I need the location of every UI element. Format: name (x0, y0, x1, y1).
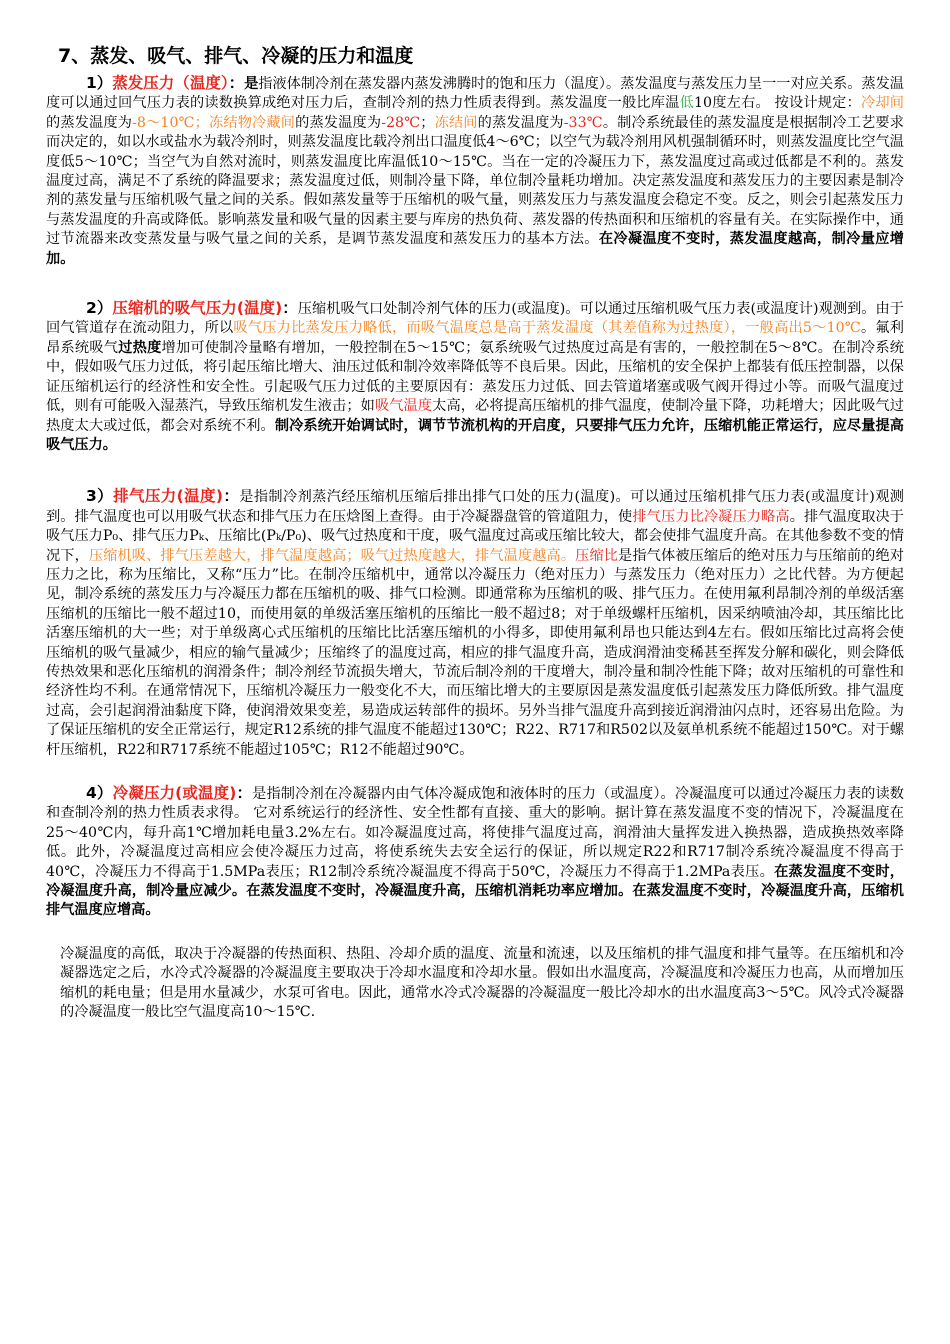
highlight-freeze-room: 冻结间 (434, 114, 478, 131)
suction-pressure-paragraph: 2）压缩机的吸气压力(温度)：压缩机吸气口处制冷剂气体的压力(或温度)。可以通过压缩机吸气压力表(或温度计)观测到。由于回气管道存在流动阻力，所以吸气压力比蒸发压力略低，而吸气温度总是高于蒸发温度（其差值称为过热度），一般高出5～10℃。氟利昂系统吸气过热度增加可使制冷量略有增加，一般控制在5～15℃；氨系统吸气过热度过高是有害的，一般控制在5～8℃。在制冷系统中，假如吸气压力过低，将引起压缩比增大、油压过低和制冷效率降低等不良后果。因此，压缩机的安全保护上都装有低压控制器，以保证压缩机运行的经济性和安全性。引起吸气压力过低的主要原因有：蒸发压力过低、回去管道堵塞或吸气阀开得过小等。而吸气温度过低，则有可能吸入湿蒸汽，导致压缩机发生液击；如吸气温度太高，必将提高压缩机的排气温度，使制冷量下降，功耗增大；因此吸气过热度太大或过低，都会对系统不利。制冷系统开始调试时，调节节流机构的开启度，只要排气压力允许，压缩机能正常运行，应尽量提高吸气压力。 (46, 299, 904, 453)
highlight-low: 低 (679, 95, 694, 112)
highlight-discharge-vs-condense: 排气压力比冷凝压力略高 (632, 508, 790, 525)
suction-conclusion: 制冷系统开始调试时，调节节流机构的开启度，只要排气压力允许，压缩机能正常运行，应尽量提高吸气压力。 (46, 417, 904, 453)
condensing-conclusion: 在蒸发温度不变时，冷凝温度升高，制冷量应减少。在蒸发温度不变时，冷凝温度升高，压缩机消耗功率应增加。在蒸发温度不变时，冷凝温度升高，压缩机排气温度应增高。 (46, 863, 904, 919)
highlight-chill-room: 冷却间 (860, 95, 904, 112)
evaporation-conclusion: 在冷凝温度不变时，蒸发温度越高，制冷量应增加。 (46, 231, 904, 267)
highlight-suction-vs-evap: 吸气压力比蒸发压力略低，而吸气温度总是高于蒸发温度（其差值称为过热度），一般高出5～10℃ (233, 320, 861, 337)
discharge-heading: 排气压力(温度) (113, 487, 223, 506)
discharge-pressure-paragraph: 3）排气压力(温度)：是指制冷剂蒸汽经压缩机压缩后排出排气口处的压力(温度)。可以通过压缩机排气压力表(或温度计)观测到。排气温度也可以用吸气状态和排气压力在压焓图上查得。由于冷凝器盘管的管道阻力，使排气压力比冷凝压力略高。排气温度取决于吸气压力P₀、排气压力Pₖ、压缩比(Pₖ/P₀)、吸气过热度和干度，吸气温度过高或压缩比较大，都会使排气温度升高。在其他参数不变的情况下，压缩机吸、排气压差越大，排气温度越高；吸气过热度越大，排气温度越高。压缩比是指气体被压缩后的绝对压力与压缩前的绝对压力之比，称为压缩比，又称“压力”比。在制冷压缩机中，通常以冷凝压力（绝对压力）与蒸发压力（绝对压力）之比代替。为方便起见，制冷系统的蒸发压力与冷凝压力都在压缩机的吸、排气口检测。即通常称为压缩机的吸、排气压力。在使用氟利昂制冷剂的单级活塞压缩机的压缩比一般不超过10，而使用氨的单级活塞压缩机的压缩比一般不超过8；对于单级螺杆压缩机，因采纳喷油冷却，其压缩比比活塞压缩机的大一些；对于单级离心式压缩机的压缩比比活塞压缩机的小得多，即使用氟利昂也只能达到4左右。假如压缩比过高将会使压缩机的吸气量减少，相应的输气量减少；压缩终了的温度过高，相应的排气温度升高，造成润滑油变稀甚至挥发分解和碳化，则会降低传热效果和恶化压缩机的润滑条件；制冷剂经节流损失增大，节流后制冷剂的干度增大，制冷量和制冷性能下降；故对压缩机的可靠性和经济性均不利。在通常情况下，压缩机冷凝压力一般变化不大，而压缩比增大的主要原因是蒸发温度低引起蒸发压力降低所致。排气温度过高，会引起润滑油黏度下降，使润滑效果变差，易造成运转部件的损坏。另外当排气温度升高到接近润滑油闪点时，还容易出危险。为了保证压缩机的安全正常运行，规定R12系统的排气温度不能超过130℃；R22、R717和R502以及氨单机系统不能超过150℃。对于螺杆压缩机，R22和R717系统不能超过105℃；R12不能超过90℃。 (46, 487, 904, 758)
highlight-suction-temp: 吸气温度 (374, 398, 433, 415)
highlight-store-temp: -28℃ (381, 114, 421, 131)
evaporation-heading: 蒸发压力（温度） (112, 74, 229, 92)
document-page (46, 44, 904, 1022)
highlight-chill-temp: -8～10℃；冻结物冷藏间 (132, 114, 296, 131)
term-superheat: 过热度 (118, 339, 162, 356)
highlight-discharge-rules: 压缩机吸、排气压差越大，排气温度越高；吸气过热度越大，排气温度越高。 (88, 547, 576, 564)
highlight-freeze-temp: -33℃ (563, 114, 603, 131)
condensing-temperature-paragraph: 冷凝温度的高低，取决于冷凝器的传热面积、热阻、冷却介质的温度、流量和流速，以及压缩机的排气温度和排气量等。在压缩机和冷凝器选定之后，水冷式冷凝器的冷凝温度主要取决于冷却水温度和冷却水量。假如出水温度高，冷凝温度和冷凝压力也高，从而增加压缩机的耗电量；但是用水量减少，水泵可省电。因此，通常水冷式冷凝器的冷凝温度一般比冷却水的出水温度高3～5℃。风冷式冷凝器的冷凝温度一般比空气温度高10～15℃. (60, 945, 904, 1021)
evaporation-pressure-paragraph: 1）蒸发压力（温度）：是指液体制冷剂在蒸发器内蒸发沸腾时的饱和压力（温度）。蒸发温度与蒸发压力呈一一对应关系。蒸发温度可以通过回气压力表的读数换算成绝对压力后，查制冷剂的热力性质表得到。蒸发温度一般比库温低10度左右。 按设计规定：冷却间的蒸发温度为-8～10℃；冻结物冷藏间的蒸发温度为-28℃；冻结间的蒸发温度为-33℃。制冷系统最佳的蒸发温度是根据制冷工艺要求而决定的，如以水或盐水为载冷剂时，则蒸发温度比载冷剂出口温度低4～6℃；以空气为载冷剂用风机强制循环时，则蒸发温度比空气温度低5～10℃；当空气为自然对流时，则蒸发温度比库温低10～15℃。当在一定的冷凝压力下，蒸发温度过高或过低都是不利的。蒸发温度过高，满足不了系统的降温要求；蒸发温度过低，则制冷量下降，单位制冷量耗功增加。决定蒸发温度和蒸发压力的主要因素是制冷剂的蒸发量与压缩机吸气量之间的关系。假如蒸发量等于压缩机的吸气量，则蒸发压力与蒸发温度会稳定不变。反之，则会引起蒸发压力与蒸发温度的升高或降低。影响蒸发量和吸气量的因素主要与库房的热负荷、蒸发器的传热面积和压缩机的容量有关。在实际操作中，通过节流器来改变蒸发量与吸气量之间的关系，是调节蒸发温度和蒸发压力的基本方法。在冷凝温度不变时，蒸发温度越高，制冷量应增加。 (46, 74, 904, 267)
evaporation-heading-number: 1）蒸发压力（温度）： (86, 74, 245, 92)
suction-heading: 压缩机的吸气压力(温度) (112, 299, 283, 318)
section-title: 7、蒸发、吸气、排气、冷凝的压力和温度 (58, 45, 414, 67)
term-compression-ratio: 压缩比 (575, 547, 619, 564)
condensing-pressure-paragraph: 4）冷凝压力(或温度)：是指制冷剂在冷凝器内由气体冷凝成饱和液体时的压力（或温度）。冷凝温度可以通过冷凝压力表的读数和查制冷剂的热力性质表求得。 它对系统运行的经济性、安全性都有直接、重大的影响。据计算在蒸发温度不变的情况下，冷凝温度在25～40℃内，每升高1℃增加耗电量3.2%左右。如冷凝温度过高，将使排气温度过高，润滑油大量挥发进入换热器，造成换热效率降低。此外，冷凝温度过高相应会使冷凝压力过高，将使系统失去安全运行的保证，所以规定R22和R717制冷系统冷凝温度不得高于40℃，冷凝压力不得高于1.5MPa表压；R12制冷系统冷凝温度不得高于50℃，冷凝压力不得高于1.2MPa表压。在蒸发温度不变时，冷凝温度升高，制冷量应减少。在蒸发温度不变时，冷凝温度升高，压缩机消耗功率应增加。在蒸发温度不变时，冷凝温度升高，压缩机排气温度应增高。 (46, 784, 904, 919)
condensing-heading: 冷凝压力(或温度) (112, 784, 237, 802)
